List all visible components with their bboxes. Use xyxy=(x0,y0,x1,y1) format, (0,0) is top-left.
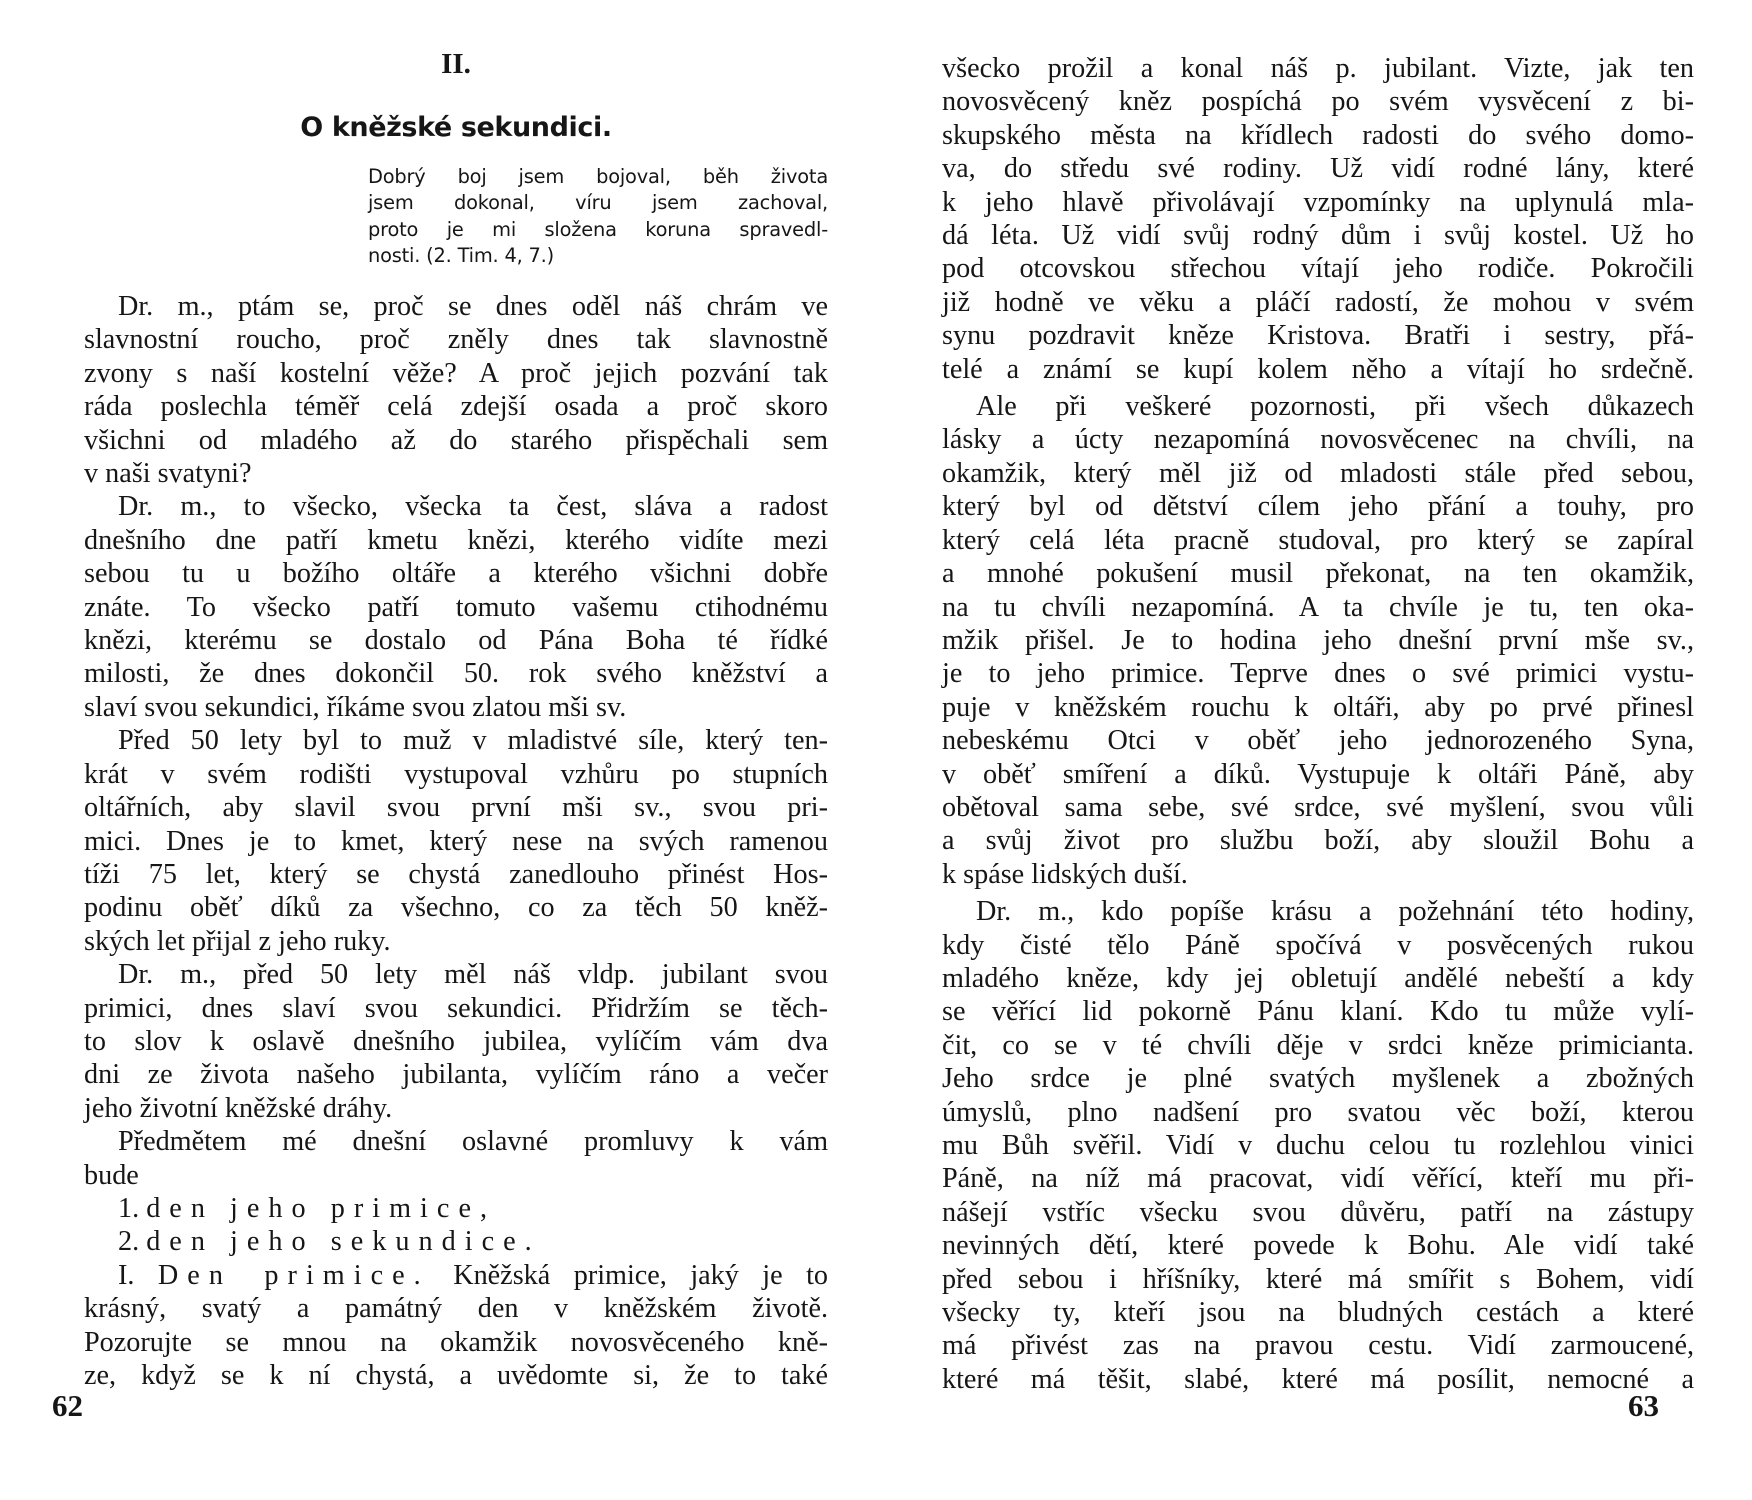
text-line: zvony s naší kostelní věže? A proč jejich pozvání tak xyxy=(84,357,828,389)
text-line: a mnohé pokušení musil překonat, na ten okamžik, xyxy=(942,558,1694,590)
list-item xyxy=(84,1192,828,1225)
page-number: 63 xyxy=(1628,1388,1659,1423)
text-line: skupského města na křídlech radosti do svého domo- xyxy=(942,119,1694,151)
epigraph-line: jsem dokonal, víru jsem zachoval, xyxy=(368,191,828,215)
text-line: v naši svatyni? xyxy=(84,458,252,490)
text-line: které má těšit, slabé, které má posílit, nemocné a xyxy=(942,1363,1694,1395)
text-line: v oběť smíření a díků. Vystupuje k oltáři Páně, aby xyxy=(942,758,1694,790)
enumerated-list xyxy=(84,1192,828,1259)
text-line: Ale při veškeré pozornosti, při všech důkazech xyxy=(976,391,1694,423)
text-line: dni ze života našeho jubilanta, vylíčím ráno a večer xyxy=(84,1059,828,1091)
text-line: telé a známí se kupí kolem něho a vítají ho srdečně. xyxy=(942,353,1694,385)
paragraph xyxy=(942,895,1694,1396)
text-line: Pozorujte se mnou na okamžik novosvěceného kně- xyxy=(84,1326,828,1358)
epigraph-line: proto je mi složena koruna spravedl- xyxy=(368,217,828,241)
section xyxy=(84,1259,828,1393)
epigraph-line: Dobrý boj jsem bojoval, běh života xyxy=(368,165,828,188)
text-line: již hodně ve věku a pláčí radostí, že mohou v svém xyxy=(942,286,1694,318)
epigraph-line: nosti. (2. Tim. 4, 7.) xyxy=(368,243,554,267)
text-line: primici, dnes slaví svou sekundici. Přidržím se těch- xyxy=(84,992,828,1024)
section-first-line xyxy=(84,1259,828,1292)
text-line: mu Bůh svěřil. Vidí v duchu celou tu rozlehlou vinici xyxy=(942,1130,1694,1161)
text-line: Dr. m., ptám se, proč se dnes oděl náš chrám ve xyxy=(118,291,828,322)
text-line: Jeho srdce je plné svatých myšlenek a zbožných xyxy=(942,1063,1694,1095)
section-heading: Den primice. xyxy=(157,1259,430,1291)
text-line: mladého kněze, kdy jej obletují andělé nebeští a kdy xyxy=(942,962,1694,994)
text-line: tíži 75 let, který se chystá zanedlouho přinést Hos- xyxy=(84,858,828,890)
text-line: knězi, kterému se dostalo od Pána Boha té řídké xyxy=(84,625,828,657)
text-line: je to jeho primice. Teprve dnes o své primici vystu- xyxy=(942,658,1694,690)
text-line: jeho životní kněžské dráhy. xyxy=(84,1092,393,1124)
text-line: bude xyxy=(84,1159,139,1191)
paragraph xyxy=(84,958,828,1125)
list-text: den jeho sekundice. xyxy=(146,1226,541,1258)
paragraph xyxy=(84,290,828,490)
text-line: krásný, svatý a památný den v kněžském životě. xyxy=(84,1293,828,1325)
text-line: všecky ty, kteří jsou na bludných cestách a které xyxy=(942,1297,1694,1329)
text-line: který celá léta pracně studoval, pro který se zapíral xyxy=(942,524,1694,556)
text-line: znáte. To všecko patří tomuto vašemu ctihodnému xyxy=(84,591,828,623)
text-line: mžik přišel. Je to hodina jeho dnešní první mše sv., xyxy=(942,624,1694,656)
list-number: 2. xyxy=(118,1226,140,1258)
text-line: novosvěcený kněz pospíchá po svém vysvěcení z bi- xyxy=(942,86,1694,118)
text-line: sebou tu u božího oltáře a kterého všichni dobře xyxy=(84,558,828,590)
text-line: Předmětem mé dnešní oslavné promluvy k vám xyxy=(118,1126,828,1158)
text-line: slavnostní roucho, proč zněly dnes tak slavnostně xyxy=(84,324,828,356)
text-line: lásky a úcty nezapomíná novosvěcenec na chvíli, na xyxy=(942,424,1694,456)
paragraph xyxy=(942,390,1694,891)
text-line: Dr. m., před 50 lety měl náš vldp. jubilant svou xyxy=(118,959,828,991)
text-line: Dr. m., kdo popíše krásu a požehnání této hodiny, xyxy=(976,896,1694,928)
section-first-line-text: Kněžská primice, jaký je to xyxy=(453,1259,829,1291)
right-page-body xyxy=(942,52,1694,1396)
text-line: synu pozdravit kněze Kristova. Bratři i sestry, přá- xyxy=(942,320,1694,352)
text-line: a svůj život pro službu boží, aby sloužil Bohu a xyxy=(942,825,1694,857)
page-number: 62 xyxy=(52,1388,83,1423)
text-line: oltářních, aby slavil svou první mši sv., svou pri- xyxy=(84,792,828,824)
text-line: dnešního dne patří kmetu knězi, kterého vidíte mezi xyxy=(84,524,828,556)
text-line: má přivést zas na pravou cestu. Vidí zarmoucené, xyxy=(942,1330,1694,1362)
text-line: krát v svém rodišti vystupoval vzhůru po stupních xyxy=(84,758,828,790)
list-text: den jeho primice, xyxy=(146,1192,497,1224)
text-line: kdy čisté tělo Páně spočívá v posvěcených rukou xyxy=(942,929,1694,961)
text-line: všecko prožil a konal náš p. jubilant. Vizte, jak ten xyxy=(942,53,1694,84)
text-line: na tu chvíli nezapomíná. A ta chvíle je tu, ten oka- xyxy=(942,591,1694,623)
epigraph-quote xyxy=(368,164,828,269)
text-line: milosti, že dnes dokončil 50. rok svého kněžství a xyxy=(84,658,828,690)
text-line: úmyslů, plno nadšení pro svatou věc boží, kterou xyxy=(942,1096,1694,1128)
text-line: podinu oběť díků za všechno, co za těch 50 kněž- xyxy=(84,892,828,924)
paragraph xyxy=(84,1125,828,1192)
list-number: 1. xyxy=(118,1192,140,1224)
paragraph xyxy=(84,490,828,724)
list-item xyxy=(84,1225,828,1258)
paragraph xyxy=(84,724,828,958)
text-line: nevinných dětí, které povede k Bohu. Ale vidí také xyxy=(942,1230,1694,1262)
right-page xyxy=(876,0,1752,1500)
text-line: ze, když se k ní chystá, a uvědomte si, že to také xyxy=(84,1360,828,1391)
text-line: který byl od dětství cílem jeho přání a touhy, pro xyxy=(942,491,1694,523)
text-line: to slov k oslavě dnešního jubilea, vylíčím vám dva xyxy=(84,1025,828,1057)
text-line: va, do středu své rodiny. Už vidí rodné lány, které xyxy=(942,153,1694,185)
text-line: Páně, na níž má pracovat, vidí věřící, kteří mu při- xyxy=(942,1163,1694,1195)
text-line: nebeskému Otci v oběť jeho jednorozeného Syna, xyxy=(942,725,1694,757)
text-line: čit, co se v té chvíli děje v srdci kněze primicianta. xyxy=(942,1029,1694,1061)
text-line: okamžik, který měl již od mladosti stále před sebou, xyxy=(942,457,1694,489)
text-line: slaví svou sekundici, říkáme svou zlatou mši sv. xyxy=(84,691,627,723)
text-line: puje v kněžském rouchu k oltáři, aby po prvé přinesl xyxy=(942,691,1694,723)
text-line: nášejí vstříc všecku svou důvěru, patří na zástupy xyxy=(942,1196,1694,1228)
section-label: I. xyxy=(118,1259,135,1291)
paragraph xyxy=(942,52,1694,386)
chapter-title: O kněžské sekundici. xyxy=(300,112,612,143)
text-line: před sebou i hříšníky, které má smířit s Bohem, vidí xyxy=(942,1263,1694,1295)
text-line: k jeho hlavě přivolávají vzpomínky na uplynulá mla- xyxy=(942,186,1694,218)
text-line: obětoval sama sebe, své srdce, své myšlení, svou vůli xyxy=(942,791,1694,823)
text-line: mici. Dnes je to kmet, který nese na svých ramenou xyxy=(84,825,828,857)
text-line: Dr. m., to všecko, všecka ta čest, sláva a radost xyxy=(118,491,828,523)
text-line: pod otcovskou střechou vítají jeho rodiče. Pokročili xyxy=(942,253,1694,285)
text-line: ských let přijal z jeho ruky. xyxy=(84,925,391,957)
text-line: všichni od mladého až do starého přispěchali sem xyxy=(84,424,828,456)
text-line: k spáse lidských duší. xyxy=(942,858,1188,890)
left-page-body xyxy=(84,290,828,1392)
text-line: Před 50 lety byl to muž v mladistvé síle, který ten- xyxy=(118,725,828,757)
text-line: dá léta. Už vidí svůj rodný dům i svůj kostel. Už ho xyxy=(942,220,1694,252)
chapter-number: II. xyxy=(441,48,471,80)
text-line: ráda poslechla téměř celá zdejší osada a proč skoro xyxy=(84,391,828,423)
text-line: se věřící lid pokorně Pánu klaní. Kdo tu může vylí- xyxy=(942,996,1694,1028)
